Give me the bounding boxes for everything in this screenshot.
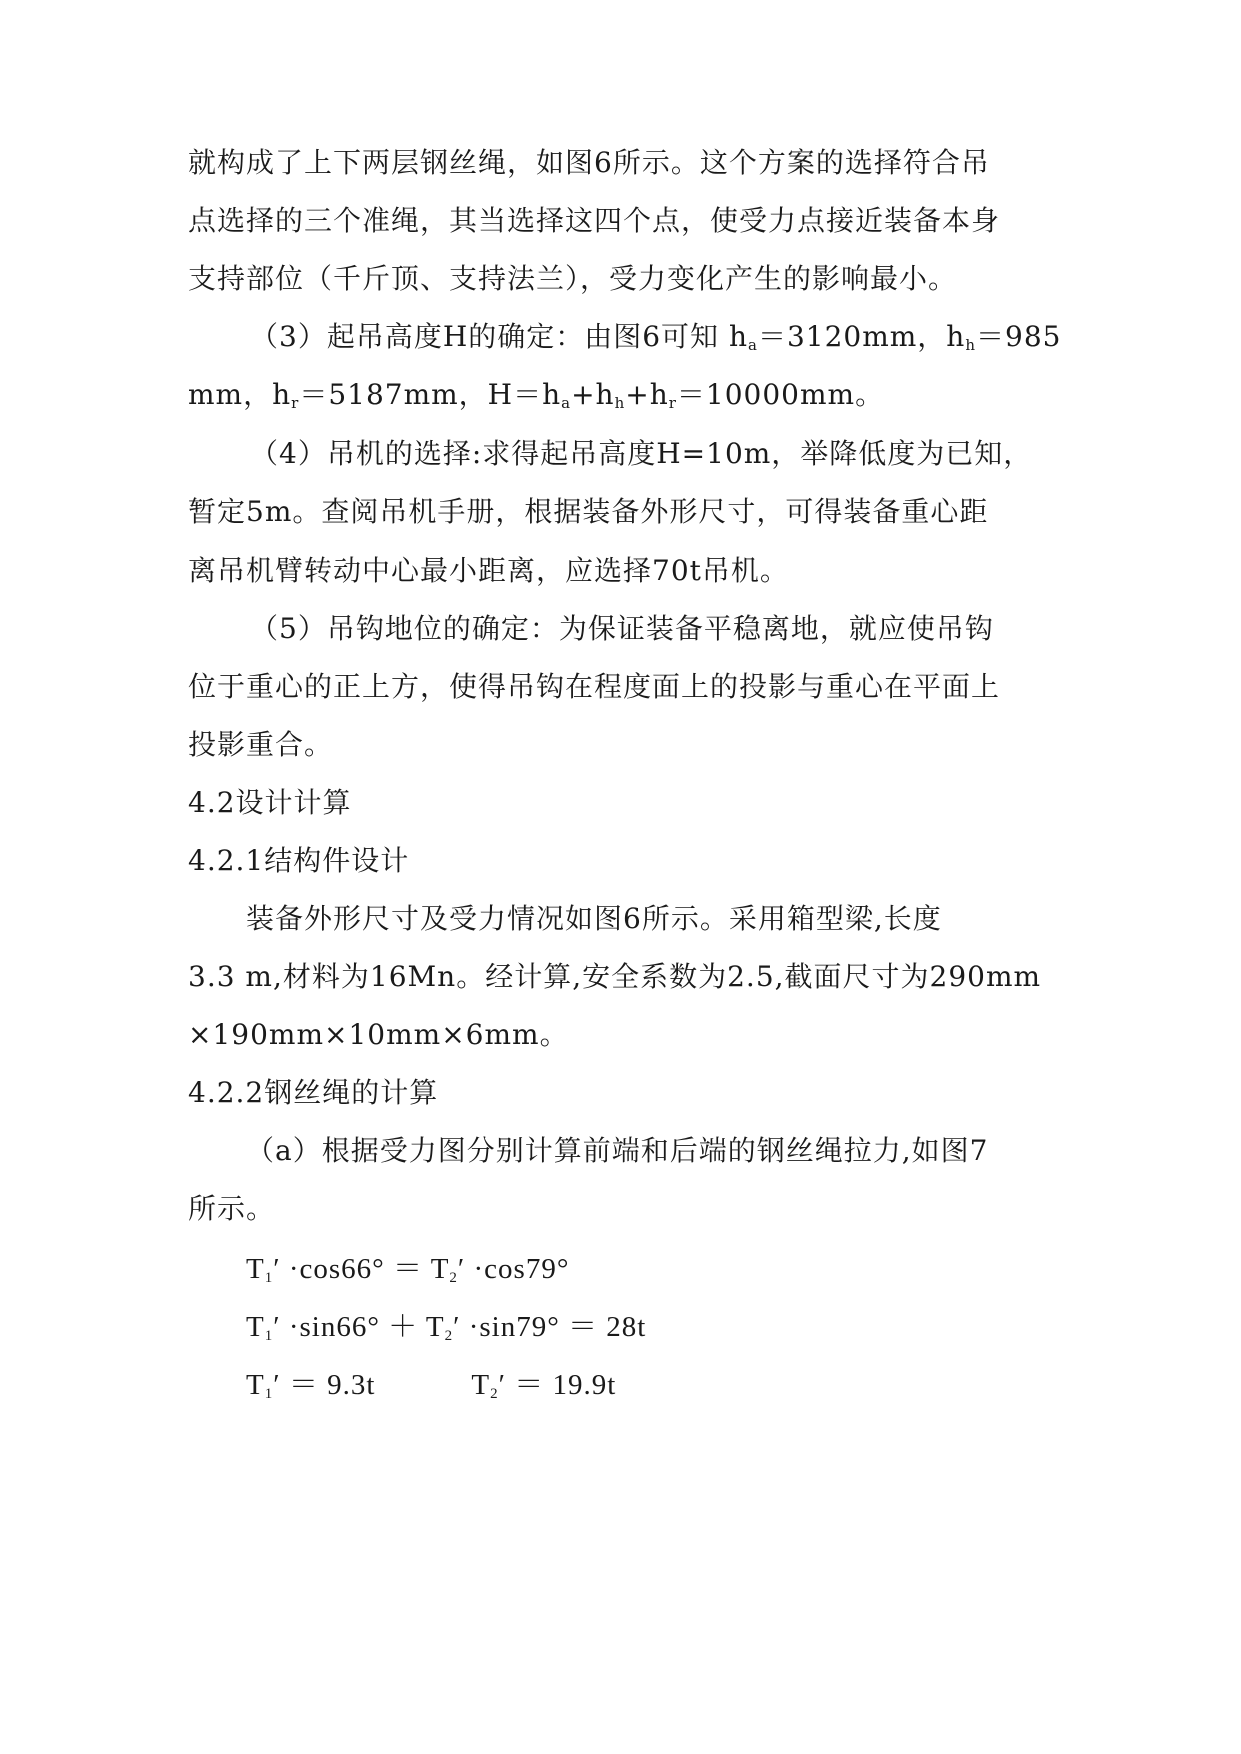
paragraph-line: 位于重心的正上方，使得吊钩在程度面上的投影与重心在平面上 bbox=[188, 670, 1001, 703]
paragraph-line: 就构成了上下两层钢丝绳，如图6所示。这个方案的选择符合吊 bbox=[188, 146, 990, 179]
equation-sin: $T_1' \cdot\sin 66^\circ + T_2' \cdot\sin 79^\circ = 28t$ bbox=[246, 1311, 647, 1344]
paragraph-line-hoist-height: （3）起吊高度H的确定：由图6可知 $h_a=3120mm$，$h_h=985$ bbox=[250, 320, 1062, 354]
paragraph-line: （5）吊钩地位的确定：为保证装备平稳离地，就应使吊钩 bbox=[250, 612, 994, 645]
paragraph-line-hoist-height-formula: mm，$h_r=5187mm$，$H=h_a+h_h+h_r=10000mm$。 bbox=[188, 378, 885, 412]
section-heading: 4.2设计计算 bbox=[188, 786, 352, 819]
subsection-heading: 4.2.1结构件设计 bbox=[188, 844, 410, 877]
paragraph-line: 所示。 bbox=[188, 1192, 276, 1225]
paragraph-line: 3.3 m,材料为16Mn。经计算,安全系数为2.5,截面尺寸为290mm bbox=[188, 960, 1042, 993]
paragraph-line: 装备外形尺寸及受力情况如图6所示。采用箱型梁,长度 bbox=[246, 902, 942, 935]
subsection-heading: 4.2.2钢丝绳的计算 bbox=[188, 1076, 439, 1109]
paragraph-line: 离吊机臂转动中心最小距离，应选择70t吊机。 bbox=[188, 554, 789, 587]
paragraph-line: 点选择的三个准绳，其当选择这四个点，使受力点接近装备本身 bbox=[188, 204, 1001, 237]
paragraph-line: 投影重合。 bbox=[188, 728, 334, 761]
paragraph-line: （a）根据受力图分别计算前端和后端的钢丝绳拉力,如图7 bbox=[246, 1134, 989, 1167]
equation-result: $T_1' = 9.3t$ $T_2' = 19.9t$ bbox=[246, 1369, 617, 1402]
paragraph-line: 暂定5m。查阅吊机手册，根据装备外形尺寸，可得装备重心距 bbox=[188, 495, 989, 528]
equation-cos: $T_1' \cdot\cos 66^\circ = T_2' \cdot\cos 79^\circ$ bbox=[246, 1253, 570, 1286]
paragraph-line: （4）吊机的选择:求得起吊高度H=10m，举降低度为已知， bbox=[250, 437, 1033, 470]
paragraph-line: 支持部位（千斤顶、支持法兰），受力变化产生的影响最小。 bbox=[188, 262, 958, 295]
paragraph-line: ×190mm×10mm×6mm。 bbox=[188, 1018, 569, 1051]
